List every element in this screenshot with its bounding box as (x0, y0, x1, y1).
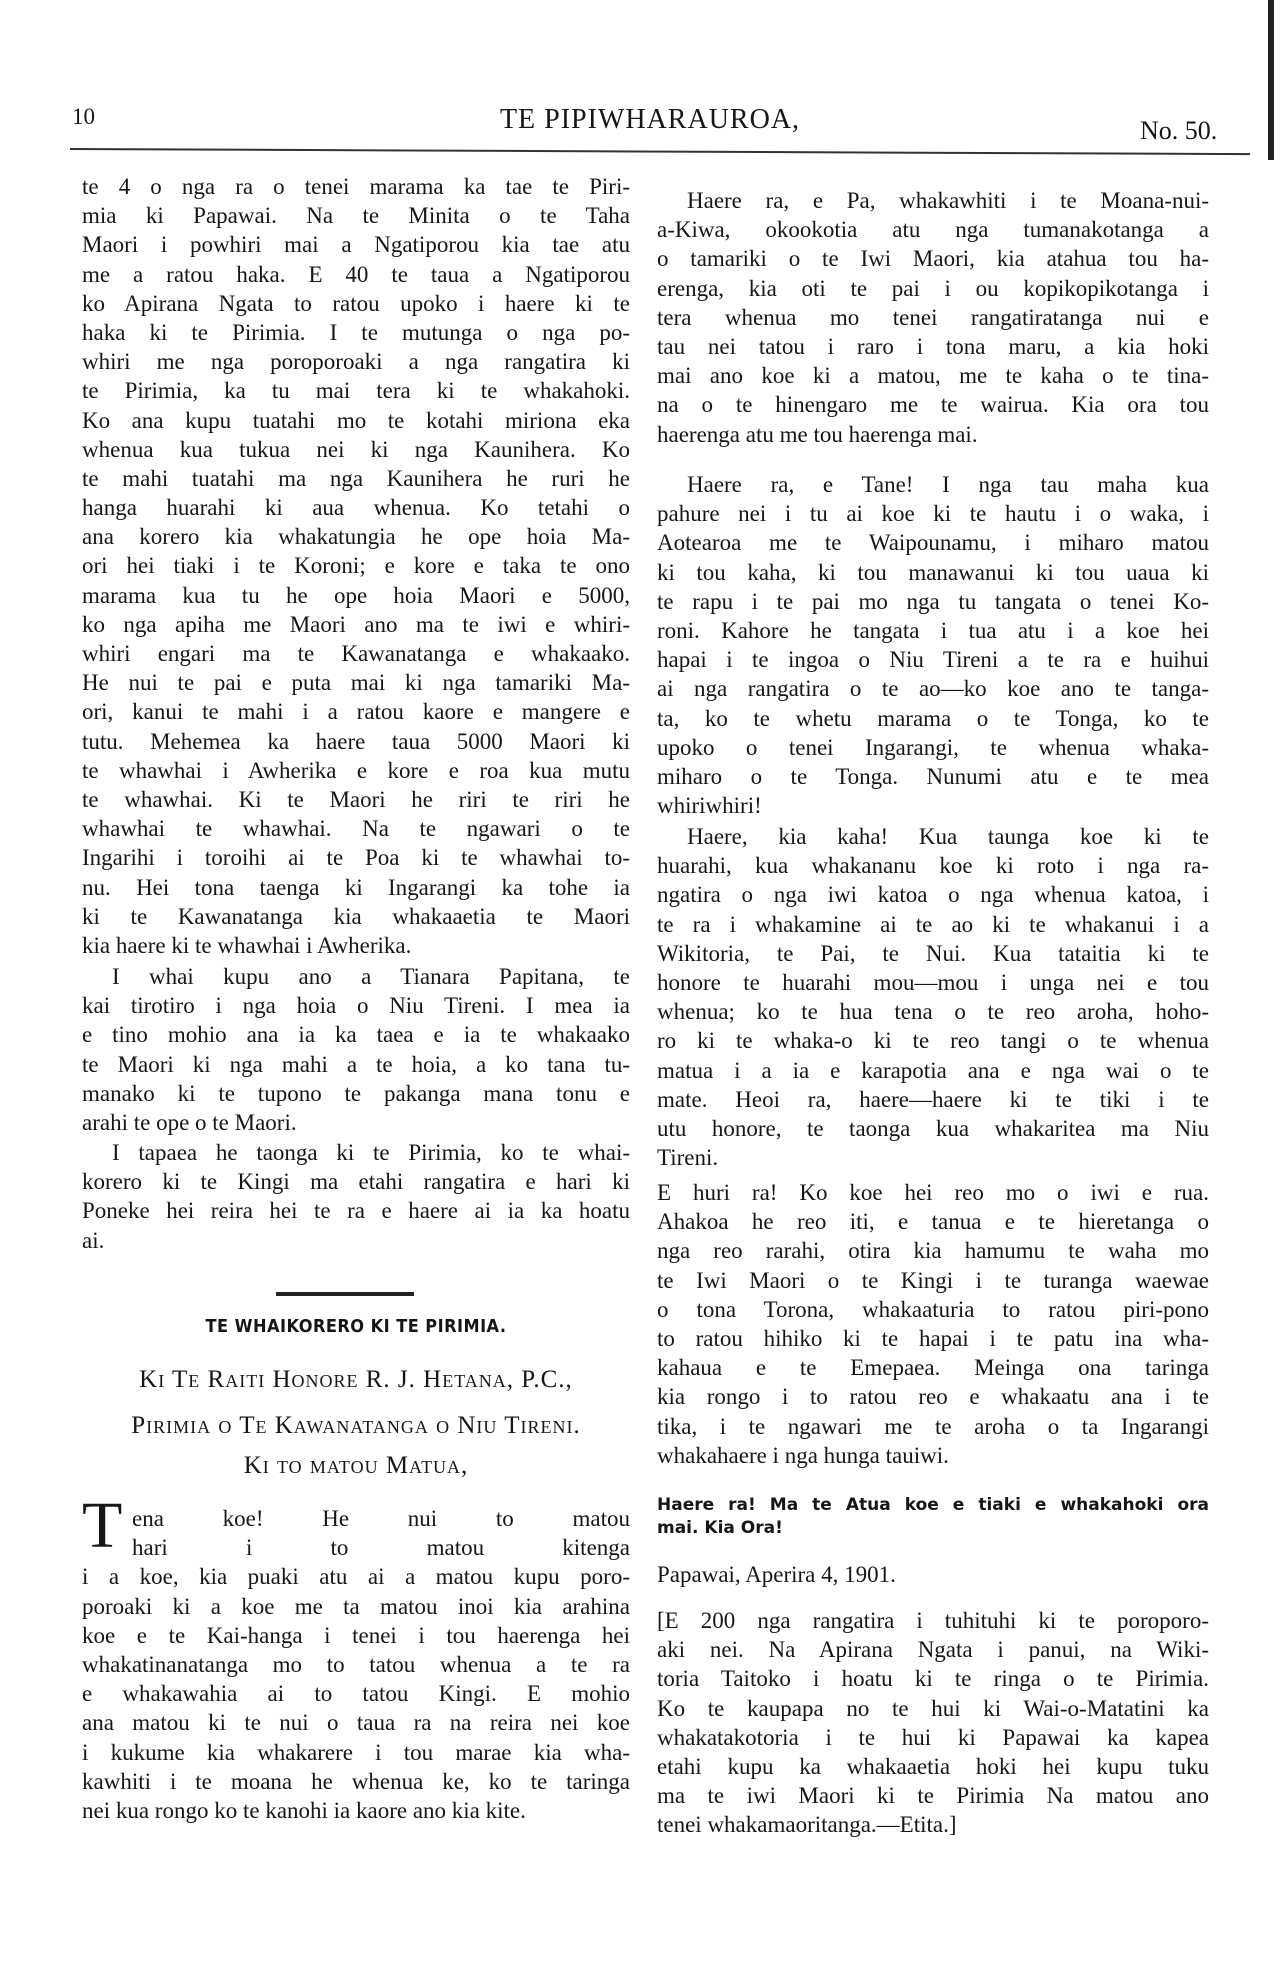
text-line: ngatira o nga iwi katoa o nga whenua katoa, i (657, 882, 1209, 908)
text-line: whakatakotoria i te hui ki Papawai ka kapea (657, 1724, 1209, 1750)
text-line: ai nga rangatira o te ao—ko koe ano te tanga- (657, 676, 1209, 702)
text-line: E huri ra! Ko koe hei reo mo o iwi e rua. (657, 1180, 1209, 1205)
text-line: whiri engari ma te Kawanatanga e whakaako. (82, 641, 630, 666)
text-line: ko Apirana Ngata to ratou upoko i haere ki te (82, 290, 630, 316)
text-line: Ko ana kupu tuatahi mo te kotahi miriona eka (82, 407, 630, 433)
text-line: aki nei. Na Apirana Ngata i panui, na Wiki- (657, 1637, 1209, 1663)
text-line: te Maori ki nga mahi a te hoia, a ko tana tu- (82, 1051, 630, 1077)
text-line: mate. Heoi ra, haere—haere ki te tiki i te (657, 1086, 1209, 1112)
text-line: pahure nei i tu ai koe ki te hautu i o waka, i (657, 501, 1209, 527)
article-paragraph (82, 172, 630, 960)
scan-edge (1268, 0, 1274, 160)
text-line: kahaua e te Emepaea. Meinga ona taringa (657, 1355, 1209, 1381)
text-line: ena koe! He nui to matou (132, 1506, 630, 1531)
text-line: Papawai, Aperira 4, 1901. (657, 1562, 896, 1587)
text-line: He nui te pai e puta mai ki nga tamariki Ma- (82, 670, 630, 696)
text-line: utu honore, te taonga kua whakaritea ma Niu (657, 1115, 1209, 1141)
text-line: kai tirotiro i nga hoia o Niu Tireni. I mea ia (82, 993, 630, 1019)
text-line: ori hei tiaki i te Koroni; e kore e taka te ono (82, 553, 630, 579)
closing-blessing (657, 1494, 1209, 1540)
text-line: Haere, kia kaha! Kua taunga koe ki te (687, 824, 1209, 849)
text-line: Aotearoa me te Waipounamu, i miharo matou (657, 530, 1209, 556)
text-line: poroaki ki a koe me ta matou inoi kia arahina (82, 1593, 630, 1619)
text-line: ori, kanui te mahi i a ratou kaore e mangere e (82, 699, 630, 725)
text-line: tenei whakamaoritanga.—Etita.] (657, 1812, 957, 1838)
text-line: e whakawahia ai to tatou Kingi. E mohio (82, 1681, 630, 1707)
text-line: whiriwhiri! (657, 793, 762, 819)
text-line: te ra i whakamine ai te ao ki te whakanui i a (657, 911, 1209, 937)
text-line: me a ratou haka. E 40 te taua a Ngatiporou (82, 261, 630, 287)
address-line: Pirimia o Te Kawanatanga o Niu Tireni. (131, 1412, 581, 1439)
text-line: mia ki Papawai. Na te Minita o te Taha (82, 203, 630, 229)
text-line: Maori i powhiri mai a Ngatiporou kia tae atu (82, 232, 630, 258)
text-line: whakahaere i nga hunga tauiwi. (657, 1442, 949, 1468)
text-line: ki te Kawanatanga kia whakaaetia te Maori (82, 903, 630, 929)
text-line: arahi te ope o te Maori. (82, 1109, 297, 1135)
text-line: korero ki te Kingi ma etahi rangatira e hari ki (82, 1169, 630, 1195)
text-line: na o te hinengaro me te wairua. Kia ora tou (657, 392, 1209, 418)
text-line: te whawhai i Awherika e kore e roa kua mutu (82, 757, 630, 783)
text-line: hanga huarahi ki aua whenua. Ko tetahi o (82, 495, 630, 521)
text-line: erenga, kia oti te pai i ou kopikopikotanga i (657, 275, 1209, 301)
text-line: hapai i te ingoa o Niu Tireni a te ra e huihui (657, 647, 1209, 673)
text-line: nga reo rarahi, otira kia hamumu te waha mo (657, 1238, 1209, 1264)
text-line: whenua; ko te hua tena o te reo aroha, hoho- (657, 999, 1209, 1025)
text-line: Haere ra! Ma te Atua koe e tiaki e whakahoki ora (657, 1495, 1209, 1515)
newspaper-title: TE PIPIWHARAUROA, (499, 104, 801, 135)
text-line: I tapaea he taonga ki te Pirimia, ko te whai- (112, 1140, 630, 1165)
text-line: whawhai te whawhai. Na te ngawari o te (82, 816, 630, 842)
text-line: haerenga atu me tou haerenga mai. (657, 421, 978, 447)
text-line: mai ano koe ki a matou, me te kaha o te tina- (657, 363, 1209, 389)
text-line: ki tou kaha, ki tou manawanui ki tou uaua ki (657, 559, 1209, 585)
salutation: Ki to matou Matua, (243, 1452, 469, 1479)
text-line: te 4 o nga ra o tenei marama ka tae te Piri- (82, 174, 630, 199)
text-line: toria Taitoko i hoatu ki te ringa o te Pirimia. (657, 1666, 1209, 1692)
text-line: I whai kupu ano a Tianara Papitana, te (112, 964, 630, 989)
text-line: ana korero kia whakatungia he ope hoia Ma- (82, 524, 630, 550)
text-line: miharo o te Tonga. Nunumi atu e te mea (657, 763, 1209, 789)
text-line: mai. Kia Ora! (657, 1518, 783, 1538)
article-paragraph (82, 1138, 630, 1255)
article-paragraph (657, 470, 1209, 820)
text-line: Haere ra, e Pa, whakawhiti i te Moana-nui- (687, 188, 1209, 213)
address-line: Ki Te Raiti Honore R. J. Hetana, P.C., (139, 1366, 573, 1393)
text-line: honore te huarahi mou—mou i unga nei e tou (657, 969, 1209, 995)
text-line: ma te iwi Maori ki te Pirimia Na matou ano (657, 1783, 1209, 1809)
text-line: Wikitoria, te Pai, te Nui. Kua tataitia ki te (657, 940, 1209, 966)
text-line: whenua kua tukua nei ki nga Kaunihera. Ko (82, 436, 630, 462)
text-line: kia rongo i to ratou reo e whakaatu ana i te (657, 1384, 1209, 1410)
text-line: Ko te kaupapa no te hui ki Wai-o-Matatini ka (657, 1695, 1209, 1721)
text-line: tika, i te ngawari me te aroha o ta Ingarangi (657, 1413, 1209, 1439)
text-line: haka ki te Pirimia. I te mutunga o nga po- (82, 319, 630, 345)
text-line: tera whenua mo tenei rangatiratanga nui e (657, 304, 1209, 330)
text-line: kia haere ki te whawhai i Awherika. (82, 932, 412, 958)
text-line: o tamariki o te Iwi Maori, kia atahua tou ha- (657, 246, 1209, 272)
text-line: te mahi tuatahi ma nga Kaunihera he ruri he (82, 465, 630, 491)
text-line: a-Kiwa, okookotia atu nga tumanakotanga a (657, 217, 1209, 243)
text-line: marama kua tu he ope hoia Maori e 5000, (82, 582, 630, 608)
text-line: huarahi, kua whakananu koe ki roto i nga ra- (657, 853, 1209, 879)
text-line: ko nga apiha me Maori ano ma te iwi e whiri- (82, 611, 630, 637)
text-line: matua i a ia e karapotia ana e nga wai o te (657, 1057, 1209, 1083)
text-line: i kukume kia whakarere i tou marae kia wha- (82, 1739, 630, 1765)
text-line: whakatinanatanga mo to tatou whenua a te ra (82, 1651, 630, 1677)
text-line: Ingarihi i toroihi ai te Poa ki te whawhai to- (82, 845, 630, 871)
text-line: i a koe, kia puaki atu ai a matou kupu poro- (82, 1564, 630, 1590)
text-line: ai. (82, 1227, 105, 1253)
letter-paragraph (82, 1504, 630, 1825)
article-paragraph (657, 1178, 1209, 1470)
article-paragraph (657, 822, 1209, 1172)
text-line: etahi kupu ka whakaaetia hoki hei kupu tuku (657, 1753, 1209, 1779)
text-line: upoko o tenei Ingarangi, te whenua whaka- (657, 734, 1209, 760)
text-line: manako ki te tupono te pakanga mana tonu e (82, 1080, 630, 1106)
text-line: ta, ko te whetu marama o te Tonga, ko te (657, 705, 1209, 731)
text-line: ana matou ki te nui o taua ra na reira nei koe (82, 1710, 630, 1736)
text-line: [E 200 nga rangatira i tuhituhi ki te poroporo- (657, 1608, 1209, 1633)
text-line: nei kua rongo ko te kanohi ia kaore ano kia kite. (82, 1797, 526, 1823)
text-line: ro ki te whaka-o ki te reo tangi o te whenua (657, 1028, 1209, 1054)
speech-heading: TE WHAIKORERO KI TE PIRIMIA. (205, 1316, 507, 1337)
text-line: Ahakoa he reo iti, e tanua e te hieretanga o (657, 1209, 1209, 1235)
text-line: whiri me nga poroporoaki a nga rangatira ki (82, 349, 630, 375)
text-line: Haere ra, e Tane! I nga tau maha kua (687, 472, 1209, 497)
text-line: te rapu i te pai mo nga tu tangata o tenei Ko- (657, 588, 1209, 614)
text-line: hari i to matou kitenga (132, 1535, 630, 1561)
page-number: 10 (72, 104, 95, 129)
section-divider (276, 1292, 414, 1296)
text-line: roni. Kahore he tangata i tua atu i a koe hei (657, 617, 1209, 643)
header-rule (70, 148, 1250, 155)
text-line: tutu. Mehemea ka haere taua 5000 Maori ki (82, 728, 630, 754)
issue-number: No. 50. (1140, 116, 1218, 145)
editor-note (657, 1606, 1209, 1840)
text-line: te whawhai. Ki te Maori he riri te riri he (82, 786, 630, 812)
text-line: Poneke hei reira hei te ra e haere ai ia ka hoatu (82, 1198, 630, 1224)
article-paragraph (82, 962, 630, 1137)
dateline (657, 1560, 1209, 1589)
text-line: to ratou hihiko ki te hapai i te patu ina wha- (657, 1325, 1209, 1351)
text-line: nu. Hei tona taenga ki Ingarangi ka tohe ia (82, 874, 630, 900)
text-line: kawhiti i te moana he whenua ke, ko te taringa (82, 1768, 630, 1794)
drop-cap: T (82, 1489, 123, 1562)
article-paragraph (657, 186, 1209, 449)
text-line: tau nei tatou i raro i tona maru, a kia hoki (657, 333, 1209, 359)
text-line: te Iwi Maori o te Kingi i te turanga waewae (657, 1267, 1209, 1293)
text-line: o tona Torona, whakaaturia to ratou piri-pono (657, 1296, 1209, 1322)
text-line: koe e te Kai-hanga i tenei i tou haerenga hei (82, 1622, 630, 1648)
text-line: e tino mohio ana ia ka taea e ia te whakaako (82, 1022, 630, 1048)
text-line: Tireni. (657, 1145, 719, 1171)
text-line: te Pirimia, ka tu mai tera ki te whakahoki. (82, 378, 630, 404)
